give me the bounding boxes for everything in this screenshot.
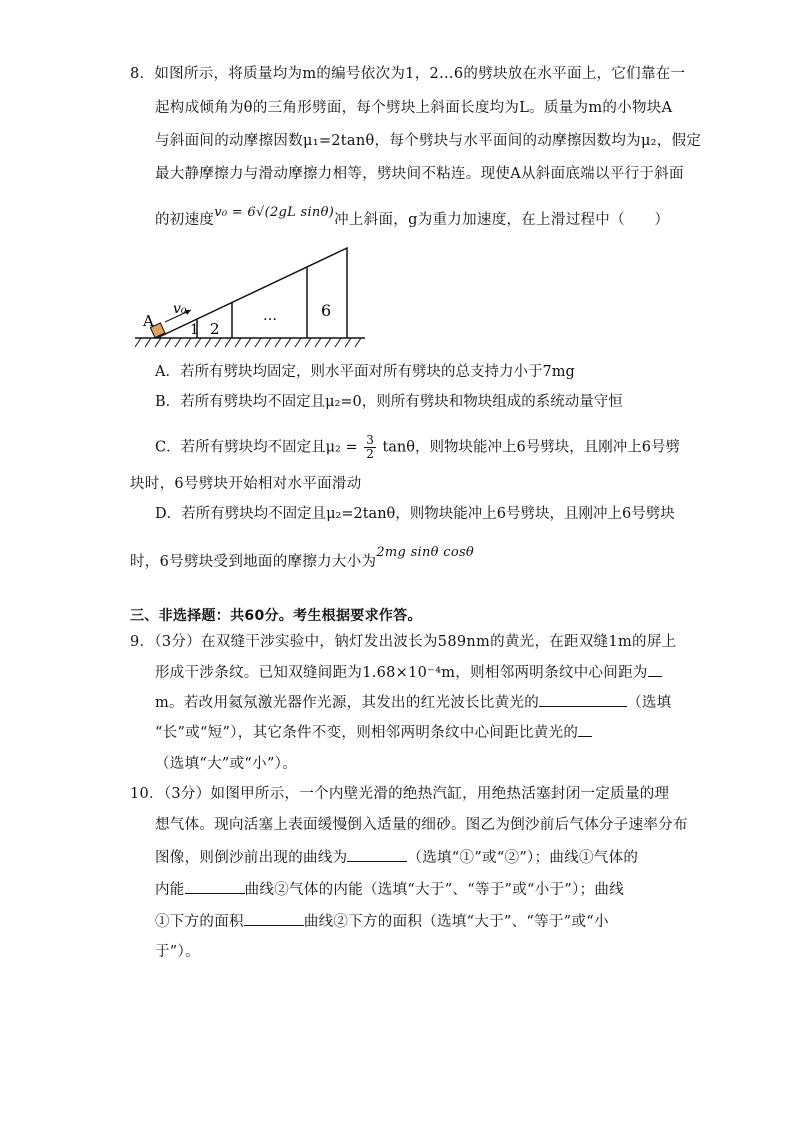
answer-blank-5[interactable]: [185, 879, 245, 894]
option-d-line-2: [130, 545, 475, 573]
option-c-prefix: C．若所有劈块均不固定且μ₂ =: [155, 439, 358, 456]
q10-line-1: 10．（3分）如图甲所示，一个内壁光滑的绝热汽缸，用绝热活塞封闭一定质量的理: [130, 786, 670, 802]
q10-line-3: [155, 847, 638, 868]
q9-line-4-text: “长”或“短”），其它条件不变，则相邻两明条纹中心间距比黄光的: [155, 725, 579, 741]
label-6: 6: [321, 301, 332, 320]
fraction-denominator: 2: [366, 447, 374, 461]
q10-line-5-text: ①下方的面积: [155, 914, 244, 930]
label-1: 1: [190, 322, 199, 338]
answer-blank-1[interactable]: [648, 662, 662, 677]
wedge-outline: [157, 248, 347, 338]
q10-line-4: [155, 879, 624, 900]
q8-line-5-suffix: 冲上斜面，g为重力加速度，在上滑过程中（ ）: [334, 212, 670, 228]
answer-blank-6[interactable]: [244, 911, 304, 926]
q10-line-4-text: 内能: [155, 882, 185, 898]
label-dots: …: [263, 308, 277, 324]
q9-line-5: （选填“大”或“小”）。: [155, 756, 298, 772]
option-d-line-1: D．若所有劈块均不固定且μ₂=2tanθ，则物块能冲上6号劈块，且刚冲上6号劈块: [155, 506, 675, 522]
option-d-prefix: 时，6号劈块受到地面的摩擦力大小为: [130, 554, 377, 570]
q9-line-4: [155, 722, 592, 743]
option-a: A．若所有劈块均固定，则水平面对所有劈块的总支持力小于7mg: [155, 364, 575, 380]
section-heading: 三、非选择题：共60分。考生根据要求作答。: [130, 608, 422, 624]
option-c-line-1: [155, 434, 680, 461]
q8-line-3: 与斜面间的动摩擦因数μ₁=2tanθ，每个劈块与水平面间的动摩擦因数均为μ₂，假定: [155, 133, 702, 149]
q9-line-3-suffix: （选填: [627, 695, 672, 711]
q9-line-3-text: m。若改用氦氖激光器作光源，其发出的红光波长比黄光的: [155, 695, 540, 711]
q8-line-1: 8．如图所示，将质量均为m的编号依次为1，2…6的劈块放在水平面上，它们靠在一: [130, 66, 686, 82]
option-c-suffix: tanθ，则物块能冲上6号劈块，且刚冲上6号劈: [382, 439, 680, 456]
option-b: B．若所有劈块均不固定且μ₂=0，则所有劈块和物块组成的系统动量守恒: [155, 394, 623, 410]
q9-line-3: [155, 692, 671, 713]
q9-line-2: [155, 662, 662, 683]
ground-hatching: [135, 338, 365, 347]
q10-line-5: [155, 911, 609, 932]
q8-line-5-prefix: 的初速度: [155, 212, 215, 228]
q10-line-3-text: 图像，则倒沙前出现的曲线为: [155, 850, 348, 866]
fraction-numerator: 3: [366, 433, 374, 447]
q10-line-6: 于”）。: [155, 944, 200, 960]
initial-velocity-formula: v₀ = 6√(2gL sinθ): [214, 205, 335, 220]
q8-line-5: [155, 205, 670, 231]
q10-line-5-suffix: 曲线②下方的面积（选填“大于”、“等于”或“小: [303, 914, 609, 930]
wedge-figure: [135, 240, 375, 355]
q10-line-3-suffix: （选填“①”或“②”）；曲线①气体的: [407, 850, 639, 866]
answer-blank-4[interactable]: [347, 847, 407, 862]
label-A: A: [143, 312, 154, 330]
q9-line-1: 9．（3分）在双缝干涉实验中，钠灯发出波长为589nm的黄光，在距双缝1m的屏上: [130, 634, 677, 650]
q8-line-4: 最大静摩擦力与滑动摩擦力相等，劈块间不粘连。现使A从斜面底端以平行于斜面: [155, 166, 684, 182]
label-v0: v₀: [173, 301, 187, 317]
label-2: 2: [210, 320, 220, 338]
friction-formula: 2mg sinθ cosθ: [376, 545, 475, 560]
q10-line-4-suffix: 曲线②气体的内能（选填“大于”、“等于”或“小于”）；曲线: [244, 882, 625, 898]
q8-line-2: 起构成倾角为θ的三角形劈面，每个劈块上斜面长度均为L。质量为m的小物块A: [155, 100, 673, 116]
option-c-line-2: 块时，6号劈块开始相对水平面滑动: [130, 476, 362, 492]
q9-line-2-text: 形成干涉条纹。已知双缝间距为1.68×10⁻⁴m，则相邻两明条纹中心间距为: [155, 665, 648, 681]
answer-blank-3[interactable]: [578, 722, 592, 737]
answer-blank-2[interactable]: [539, 692, 627, 707]
fraction: [364, 434, 376, 461]
q10-line-2: 想气体。现向活塞上表面缓慢倒入适量的细砂。图乙为倒沙前后气体分子速率分布: [155, 817, 688, 833]
